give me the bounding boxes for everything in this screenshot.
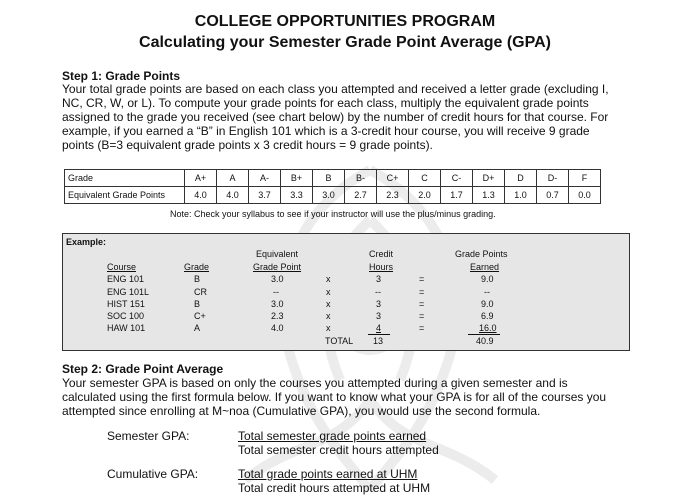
grade-cell: D+ [473, 170, 505, 187]
example-earned: 9.0 [481, 299, 494, 309]
equals-sign: = [419, 274, 425, 284]
grade-cell: F [569, 170, 601, 187]
grade-cell: A+ [185, 170, 217, 187]
points-cell: 1.7 [441, 187, 473, 204]
points-cell: 3.7 [249, 187, 281, 204]
example-grade: C+ [194, 311, 206, 321]
col-grade-header: Grade [184, 262, 210, 272]
points-cell: 1.0 [505, 187, 537, 204]
example-course: SOC 100 [107, 311, 145, 321]
example-equivalent: 4.0 [271, 323, 284, 333]
multiply-sign: x [326, 299, 331, 309]
equals-sign: = [419, 287, 425, 297]
example-equivalent: -- [273, 287, 279, 297]
step1-line: points (B=3 equivalent grade points x 3 credit hours = 9 grade points). [62, 138, 433, 152]
example-grade: CR [194, 287, 207, 297]
page-subtitle: Calculating your Semester Grade Point Average (GPA) [139, 34, 551, 51]
example-earned: -- [484, 287, 490, 297]
earned-sum-rule [468, 334, 500, 335]
step1-line: Your total grade points are based on each class you attempted and received a letter grade (excluding I, [62, 82, 609, 96]
grading-note: Note: Check your syllabus to see if your instructor will use the plus/minus grading. [170, 209, 496, 219]
total-label: TOTAL [325, 336, 354, 346]
step2-line: calculated using the first formula below. If you want to know what your GPA is for all of the courses you [62, 390, 607, 404]
grade-cell: B+ [281, 170, 313, 187]
points-cell: 4.0 [217, 187, 249, 204]
total-earned: 40.9 [476, 336, 494, 346]
example-grade: A [194, 323, 201, 333]
example-course: ENG 101 [107, 274, 145, 284]
example-equivalent: 2.3 [271, 311, 284, 321]
cumulative-gpa-numerator: Total grade points earned at UHM [238, 467, 418, 481]
example-grade: B [194, 274, 201, 284]
grade-cell: A- [249, 170, 281, 187]
points-cell: 1.3 [473, 187, 505, 204]
points-cell: 0.0 [569, 187, 601, 204]
example-course: HAW 101 [107, 323, 146, 333]
equals-sign: = [419, 311, 425, 321]
col-grade-points-header: Grade Points [455, 249, 508, 259]
grade-cell: C+ [377, 170, 409, 187]
points-cell: 3.3 [281, 187, 313, 204]
grade-cell: B [313, 170, 345, 187]
multiply-sign: x [326, 287, 331, 297]
step2-heading: Step 2: Grade Point Average [62, 362, 224, 376]
col-hours-header: Hours [369, 262, 394, 272]
semester-gpa-label: Semester GPA: [107, 429, 190, 443]
points-cell: 2.7 [345, 187, 377, 204]
multiply-sign: x [326, 323, 331, 333]
example-hours: -- [375, 287, 381, 297]
example-earned: 9.0 [481, 274, 494, 284]
example-equivalent: 3.0 [271, 299, 284, 309]
grade-cell: C [409, 170, 441, 187]
example-earned: 6.9 [481, 311, 494, 321]
hours-sum-rule [368, 334, 390, 335]
points-cell: 4.0 [185, 187, 217, 204]
example-hours: 3 [376, 274, 382, 284]
col-earned-header: Earned [470, 262, 500, 272]
grade-row-label: Grade [65, 170, 185, 187]
grade-cell: B- [345, 170, 377, 187]
points-row-label: Equivalent Grade Points [65, 187, 185, 204]
multiply-sign: x [326, 274, 331, 284]
cumulative-gpa-label: Cumulative GPA: [107, 467, 199, 481]
equals-sign: = [419, 323, 425, 333]
points-cell: 2.0 [409, 187, 441, 204]
example-equivalent: 3.0 [271, 274, 284, 284]
semester-gpa-denominator: Total semester credit hours attempted [238, 443, 439, 457]
points-cell: 3.0 [313, 187, 345, 204]
equals-sign: = [419, 299, 425, 309]
grade-cell: D [505, 170, 537, 187]
step1-paragraph [62, 82, 662, 152]
example-hours: 3 [376, 311, 382, 321]
col-course-header: Course [107, 262, 137, 272]
example-hours: 4 [376, 323, 382, 333]
col-grade-point-header: Grade Point [253, 262, 302, 272]
grade-row [65, 170, 601, 187]
step1-line: example, if you earned a “B” in English 101 which is a 3-credit hour course, you will receive 9 grade [62, 124, 590, 138]
step2-line: attempted since enrolling at M~noa (Cumulative GPA), you would use the second formula. [62, 404, 541, 418]
semester-gpa-numerator: Total semester grade points earned [238, 429, 427, 443]
example-box [62, 233, 630, 351]
cumulative-gpa-denominator: Total credit hours attempted at UHM [238, 481, 431, 495]
example-earned: 16.0 [479, 323, 497, 333]
step1-line: assigned to the grade you received (see chart below) by the number of credit hours for that course. For [62, 110, 609, 124]
grade-equivalence-table [64, 169, 601, 204]
example-hours: 3 [376, 299, 382, 309]
example-label: Example: [66, 237, 107, 247]
example-course: ENG 101L [107, 287, 150, 297]
points-row [65, 187, 601, 204]
grade-cell: D- [537, 170, 569, 187]
page-title: COLLEGE OPPORTUNITIES PROGRAM [194, 13, 496, 30]
step2-line: Your semester GPA is based on only the courses you attempted during a given semester and is [62, 376, 568, 390]
grade-cell: C- [441, 170, 473, 187]
example-course: HIST 151 [107, 299, 145, 309]
col-equivalent-header: Equivalent [256, 249, 299, 259]
step2-paragraph [62, 376, 662, 418]
points-cell: 0.7 [537, 187, 569, 204]
points-cell: 2.3 [377, 187, 409, 204]
col-credit-header: Credit [369, 249, 394, 259]
multiply-sign: x [326, 311, 331, 321]
example-grade: B [194, 299, 201, 309]
step1-line: NC, CR, W, or L). To compute your grade points for each class, multiply the equivalent grade points [62, 96, 589, 110]
step1-heading: Step 1: Grade Points [62, 69, 181, 83]
total-hours: 13 [373, 336, 384, 346]
grade-cell: A [217, 170, 249, 187]
